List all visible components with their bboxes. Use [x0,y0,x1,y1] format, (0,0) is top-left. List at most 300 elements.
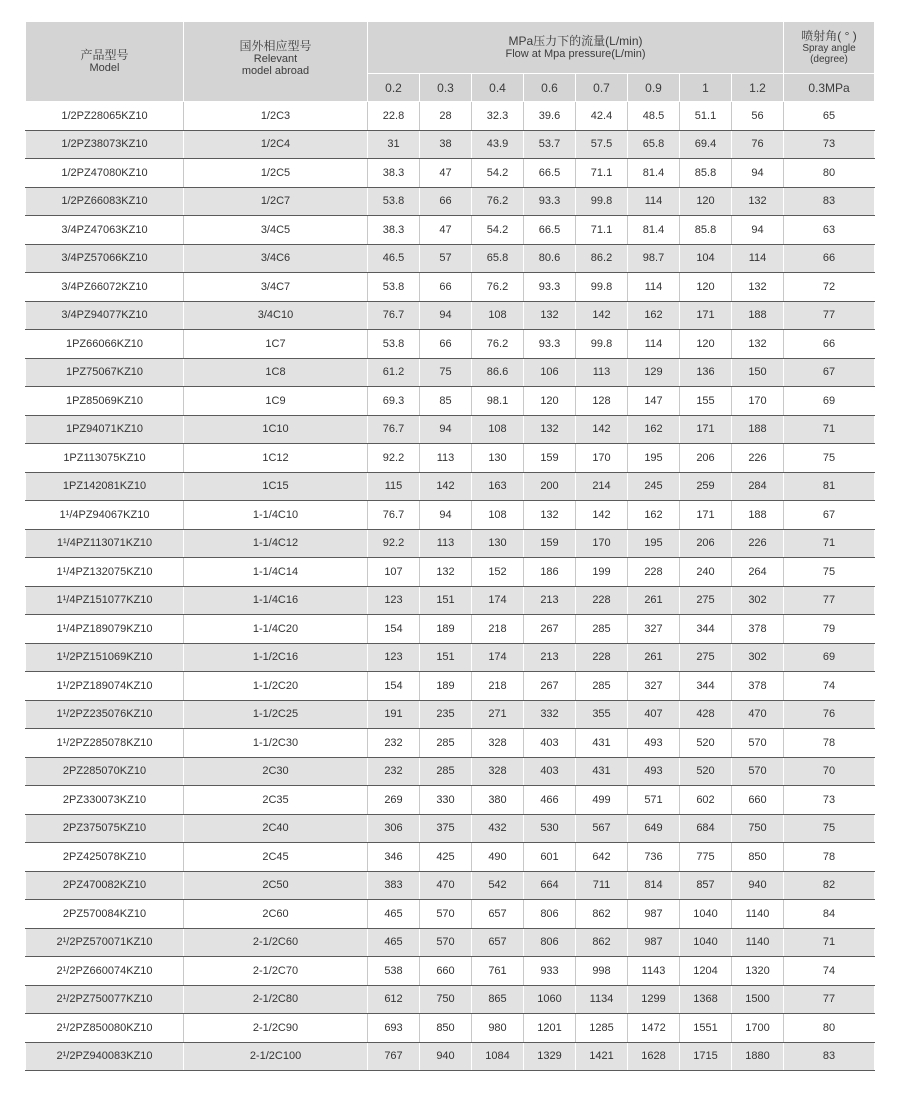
angle-column-header [784,22,875,74]
flow-cell: 69.4 [680,130,732,159]
flow-cell: 285 [420,729,472,758]
flow-cell: 1551 [680,1014,732,1043]
flow-cell: 1040 [680,928,732,957]
model-cell: 2¹/2PZ940083KZ10 [26,1042,184,1071]
model-cell: 2PZ285070KZ10 [26,757,184,786]
flow-cell: 132 [524,501,576,530]
model-cell: 1¹/4PZ151077KZ10 [26,586,184,615]
spec-sheet [25,21,874,1071]
spray-angle-cell: 71 [784,928,875,957]
model-cell: 1PZ142081KZ10 [26,472,184,501]
flow-cell: 987 [628,928,680,957]
flow-cell: 99.8 [576,187,628,216]
flow-cell: 344 [680,615,732,644]
flow-cell: 189 [420,672,472,701]
flow-cell: 61.2 [368,358,420,387]
table-row [26,985,875,1014]
model-cell: 2PZ425078KZ10 [26,843,184,872]
table-header [26,22,875,102]
flow-cell: 85.8 [680,159,732,188]
relevant-model-cell: 1-1/2C16 [184,643,368,672]
spray-angle-cell: 82 [784,871,875,900]
flow-cell: 51.1 [680,102,732,131]
spray-angle-cell: 73 [784,130,875,159]
spray-angle-cell: 65 [784,102,875,131]
pressure-header-cell: 0.9 [628,74,680,102]
flow-cell: 93.3 [524,187,576,216]
flow-cell: 104 [680,244,732,273]
relevant-model-cell: 2C60 [184,900,368,929]
flow-cell: 195 [628,444,680,473]
model-cell: 1¹/2PZ285078KZ10 [26,729,184,758]
flow-cell: 159 [524,444,576,473]
pressure-header-cell: 0.2 [368,74,420,102]
flow-cell: 570 [732,757,784,786]
flow-cell: 490 [472,843,524,872]
flow-cell: 57 [420,244,472,273]
table-row [26,615,875,644]
flow-cell: 56 [732,102,784,131]
flow-group-header [368,22,784,74]
spray-angle-cell: 75 [784,558,875,587]
model-cell: 2PZ570084KZ10 [26,900,184,929]
flow-cell: 76.2 [472,330,524,359]
flow-cell: 71.1 [576,159,628,188]
flow-cell: 66 [420,187,472,216]
flow-cell: 162 [628,301,680,330]
flow-cell: 94 [420,501,472,530]
table-row [26,444,875,473]
flow-cell: 85.8 [680,216,732,245]
model-cell: 1¹/4PZ189079KZ10 [26,615,184,644]
flow-cell: 99.8 [576,330,628,359]
relevant-model-cell: 1C8 [184,358,368,387]
pressure-header-cell: 0.4 [472,74,524,102]
spray-angle-cell: 67 [784,358,875,387]
flow-cell: 191 [368,700,420,729]
relevant-model-cell: 1-1/2C25 [184,700,368,729]
flow-cell: 660 [420,957,472,986]
relevant-model-cell: 3/4C10 [184,301,368,330]
relevant-model-cell: 2C45 [184,843,368,872]
flow-cell: 806 [524,900,576,929]
relevant-model-cell: 2C40 [184,814,368,843]
flow-cell: 940 [420,1042,472,1071]
flow-cell: 380 [472,786,524,815]
relevant-model-cell: 1-1/4C10 [184,501,368,530]
spray-angle-cell: 78 [784,843,875,872]
model-cell: 1¹/4PZ113071KZ10 [26,529,184,558]
flow-cell: 81.4 [628,216,680,245]
flow-cell: 330 [420,786,472,815]
flow-cell: 76.7 [368,501,420,530]
flow-cell: 108 [472,501,524,530]
flow-cell: 38.3 [368,159,420,188]
model-column-header [26,22,184,102]
flow-cell: 113 [420,444,472,473]
spray-angle-cell: 83 [784,187,875,216]
flow-cell: 601 [524,843,576,872]
flow-cell: 346 [368,843,420,872]
flow-cell: 69.3 [368,387,420,416]
model-cell: 1PZ94071KZ10 [26,415,184,444]
flow-cell: 65.8 [472,244,524,273]
flow-cell: 567 [576,814,628,843]
flow-cell: 120 [680,273,732,302]
flow-cell: 142 [576,301,628,330]
flow-cell: 39.6 [524,102,576,131]
table-row [26,273,875,302]
table-row [26,586,875,615]
spray-angle-cell: 81 [784,472,875,501]
flow-cell: 171 [680,301,732,330]
flow-cell: 214 [576,472,628,501]
table-row [26,415,875,444]
flow-cell: 129 [628,358,680,387]
pressure-header-cell: 0.3 [420,74,472,102]
flow-cell: 66.5 [524,159,576,188]
flow-cell: 232 [368,729,420,758]
flow-cell: 53.7 [524,130,576,159]
table-row [26,786,875,815]
flow-cell: 213 [524,586,576,615]
angle-header-en-line2: (degree) [810,54,848,65]
flow-cell: 92.2 [368,529,420,558]
flow-header-zh: MPa压力下的流量(L/min) [508,34,643,48]
flow-cell: 53.8 [368,330,420,359]
spray-angle-cell: 66 [784,244,875,273]
flow-cell: 206 [680,529,732,558]
flow-cell: 66.5 [524,216,576,245]
flow-cell: 862 [576,900,628,929]
relevant-model-cell: 2C50 [184,871,368,900]
spray-angle-cell: 69 [784,387,875,416]
model-cell: 1¹/2PZ151069KZ10 [26,643,184,672]
flow-cell: 54.2 [472,216,524,245]
flow-cell: 93.3 [524,273,576,302]
flow-cell: 228 [576,643,628,672]
flow-cell: 142 [576,501,628,530]
model-cell: 1/2PZ47080KZ10 [26,159,184,188]
flow-cell: 94 [420,415,472,444]
flow-cell: 130 [472,444,524,473]
model-cell: 2PZ375075KZ10 [26,814,184,843]
flow-cell: 538 [368,957,420,986]
relevant-header-zh: 国外相应型号 [239,39,312,53]
flow-cell: 998 [576,957,628,986]
flow-cell: 571 [628,786,680,815]
model-cell: 1¹/2PZ189074KZ10 [26,672,184,701]
relevant-model-cell: 1C15 [184,472,368,501]
table-row [26,814,875,843]
model-header-en: Model [89,62,120,74]
table-row [26,187,875,216]
flow-cell: 76.7 [368,301,420,330]
flow-cell: 570 [420,900,472,929]
flow-cell: 206 [680,444,732,473]
model-cell: 1/2PZ28065KZ10 [26,102,184,131]
flow-cell: 113 [576,358,628,387]
flow-cell: 159 [524,529,576,558]
flow-cell: 115 [368,472,420,501]
relevant-model-cell: 1C9 [184,387,368,416]
flow-cell: 470 [420,871,472,900]
flow-cell: 1299 [628,985,680,1014]
flow-cell: 154 [368,615,420,644]
flow-cell: 245 [628,472,680,501]
flow-cell: 493 [628,757,680,786]
spray-angle-cell: 74 [784,672,875,701]
model-cell: 1PZ113075KZ10 [26,444,184,473]
flow-cell: 1140 [732,928,784,957]
table-row [26,729,875,758]
flow-cell: 261 [628,643,680,672]
flow-cell: 285 [576,615,628,644]
flow-cell: 76.7 [368,415,420,444]
flow-cell: 43.9 [472,130,524,159]
flow-cell: 53.8 [368,187,420,216]
flow-cell: 147 [628,387,680,416]
flow-cell: 65.8 [628,130,680,159]
spray-angle-cell: 78 [784,729,875,758]
flow-cell: 403 [524,729,576,758]
flow-cell: 1204 [680,957,732,986]
flow-cell: 28 [420,102,472,131]
relevant-model-cell: 2C30 [184,757,368,786]
relevant-model-cell: 2-1/2C60 [184,928,368,957]
model-cell: 2¹/2PZ850080KZ10 [26,1014,184,1043]
relevant-header-en-line1: Relevant [253,53,298,65]
flow-cell: 542 [472,871,524,900]
angle-pressure-header-cell: 0.3MPa [784,74,875,102]
flow-cell: 327 [628,672,680,701]
flow-cell: 344 [680,672,732,701]
flow-cell: 275 [680,643,732,672]
flow-cell: 750 [420,985,472,1014]
relevant-model-cell: 1-1/4C14 [184,558,368,587]
flow-cell: 123 [368,586,420,615]
flow-cell: 226 [732,444,784,473]
flow-cell: 806 [524,928,576,957]
flow-cell: 933 [524,957,576,986]
relevant-model-cell: 1C7 [184,330,368,359]
flow-cell: 132 [732,273,784,302]
relevant-model-cell: 2-1/2C80 [184,985,368,1014]
flow-cell: 38 [420,130,472,159]
flow-cell: 1201 [524,1014,576,1043]
flow-cell: 228 [628,558,680,587]
flow-cell: 775 [680,843,732,872]
flow-cell: 171 [680,501,732,530]
flow-cell: 128 [576,387,628,416]
flow-cell: 465 [368,928,420,957]
flow-cell: 66 [420,273,472,302]
table-row [26,928,875,957]
flow-cell: 93.3 [524,330,576,359]
flow-cell: 850 [420,1014,472,1043]
flow-cell: 1134 [576,985,628,1014]
flow-cell: 1421 [576,1042,628,1071]
flow-cell: 240 [680,558,732,587]
flow-cell: 170 [576,444,628,473]
flow-cell: 761 [472,957,524,986]
flow-cell: 466 [524,786,576,815]
table-row [26,1042,875,1071]
flow-cell: 1329 [524,1042,576,1071]
flow-cell: 38.3 [368,216,420,245]
spray-angle-cell: 75 [784,444,875,473]
flow-cell: 736 [628,843,680,872]
table-row [26,130,875,159]
relevant-column-header [184,22,368,102]
flow-cell: 403 [524,757,576,786]
model-cell: 1PZ66066KZ10 [26,330,184,359]
flow-cell: 136 [680,358,732,387]
flow-cell: 80.6 [524,244,576,273]
flow-cell: 378 [732,615,784,644]
flow-cell: 142 [420,472,472,501]
flow-cell: 1084 [472,1042,524,1071]
flow-cell: 355 [576,700,628,729]
flow-cell: 431 [576,757,628,786]
flow-cell: 31 [368,130,420,159]
spray-angle-cell: 63 [784,216,875,245]
flow-cell: 285 [576,672,628,701]
flow-cell: 261 [628,586,680,615]
table-row [26,244,875,273]
relevant-model-cell: 2-1/2C90 [184,1014,368,1043]
flow-cell: 431 [576,729,628,758]
table-row [26,472,875,501]
flow-cell: 123 [368,643,420,672]
flow-cell: 132 [524,415,576,444]
spray-angle-cell: 75 [784,814,875,843]
model-cell: 2PZ330073KZ10 [26,786,184,815]
relevant-header-en-line2: model abroad [241,65,310,77]
table-row [26,529,875,558]
flow-cell: 850 [732,843,784,872]
flow-cell: 750 [732,814,784,843]
flow-cell: 162 [628,415,680,444]
flow-cell: 162 [628,501,680,530]
table-row [26,216,875,245]
table-row [26,301,875,330]
spray-angle-cell: 79 [784,615,875,644]
flow-cell: 259 [680,472,732,501]
flow-cell: 75 [420,358,472,387]
flow-cell: 327 [628,615,680,644]
table-row [26,672,875,701]
table-row [26,643,875,672]
relevant-model-cell: 1C10 [184,415,368,444]
flow-cell: 378 [732,672,784,701]
flow-cell: 302 [732,586,784,615]
table-row [26,700,875,729]
flow-cell: 99.8 [576,273,628,302]
flow-cell: 152 [472,558,524,587]
flow-cell: 188 [732,501,784,530]
flow-cell: 1700 [732,1014,784,1043]
angle-header-zh: 喷射角( ° ) [801,29,857,43]
flow-cell: 767 [368,1042,420,1071]
flow-cell: 76.2 [472,187,524,216]
relevant-model-cell: 1-1/4C12 [184,529,368,558]
flow-cell: 425 [420,843,472,872]
flow-cell: 163 [472,472,524,501]
flow-cell: 1285 [576,1014,628,1043]
flow-cell: 1040 [680,900,732,929]
flow-cell: 862 [576,928,628,957]
relevant-model-cell: 3/4C6 [184,244,368,273]
flow-cell: 151 [420,643,472,672]
flow-cell: 612 [368,985,420,1014]
table-row [26,1014,875,1043]
flow-cell: 232 [368,757,420,786]
flow-cell: 92.2 [368,444,420,473]
flow-cell: 171 [680,415,732,444]
flow-cell: 275 [680,586,732,615]
pressure-header-cell: 0.7 [576,74,628,102]
flow-cell: 383 [368,871,420,900]
pressure-header-cell: 1.2 [732,74,784,102]
table-row [26,757,875,786]
flow-cell: 332 [524,700,576,729]
model-cell: 2¹/2PZ660074KZ10 [26,957,184,986]
relevant-model-cell: 1-1/4C20 [184,615,368,644]
table-row [26,871,875,900]
flow-cell: 328 [472,757,524,786]
flow-cell: 657 [472,900,524,929]
model-cell: 1/2PZ66083KZ10 [26,187,184,216]
flow-cell: 1500 [732,985,784,1014]
table-row [26,900,875,929]
flow-cell: 1060 [524,985,576,1014]
flow-cell: 649 [628,814,680,843]
relevant-model-cell: 1/2C5 [184,159,368,188]
flow-cell: 228 [576,586,628,615]
flow-cell: 86.2 [576,244,628,273]
table-row [26,159,875,188]
flow-cell: 114 [732,244,784,273]
flow-cell: 22.8 [368,102,420,131]
flow-cell: 195 [628,529,680,558]
flow-cell: 218 [472,672,524,701]
pressure-header-cell: 0.6 [524,74,576,102]
flow-cell: 980 [472,1014,524,1043]
flow-cell: 520 [680,757,732,786]
flow-cell: 151 [420,586,472,615]
flow-cell: 120 [680,187,732,216]
relevant-model-cell: 2C35 [184,786,368,815]
flow-header-en: Flow at Mpa pressure(L/min) [505,48,646,60]
spray-angle-cell: 77 [784,301,875,330]
flow-cell: 432 [472,814,524,843]
flow-cell: 267 [524,672,576,701]
model-cell: 3/4PZ57066KZ10 [26,244,184,273]
table-row [26,558,875,587]
table-row [26,501,875,530]
flow-cell: 285 [420,757,472,786]
flow-cell: 188 [732,415,784,444]
flow-cell: 642 [576,843,628,872]
flow-cell: 570 [732,729,784,758]
flow-cell: 142 [576,415,628,444]
flow-cell: 711 [576,871,628,900]
table-row [26,957,875,986]
flow-cell: 54.2 [472,159,524,188]
flow-cell: 199 [576,558,628,587]
flow-cell: 570 [420,928,472,957]
